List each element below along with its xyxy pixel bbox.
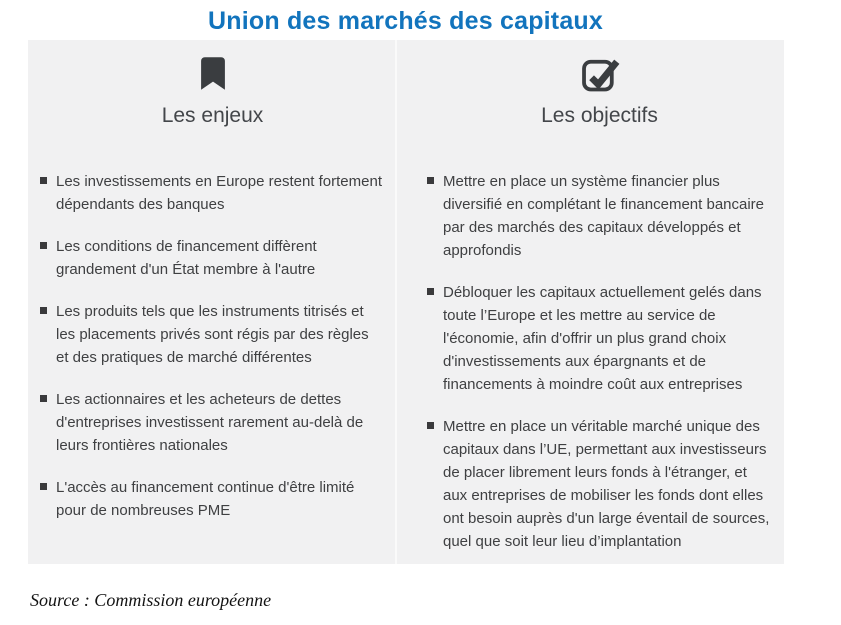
list-item	[427, 281, 772, 396]
list-item	[40, 235, 385, 281]
page-title: Union des marchés des capitaux	[207, 7, 604, 35]
list-item	[40, 170, 385, 216]
list-item-text: Les investissements en Europe restent fortement dépendants des banques	[56, 173, 383, 213]
list-item	[40, 300, 385, 369]
bookmark-icon	[196, 55, 230, 92]
list-item-text: L'accès au financement continue d'être limité pour de nombreuses PME	[56, 479, 355, 519]
column-objectifs	[397, 40, 784, 564]
list-item-text: Débloquer les capitaux actuellement gelés dans toute l’Europe et les mettre au service de l'économie, afin d'offrir un plus grand choix d'investissements aux épargnants et de financements à moindre coût aux entreprises	[443, 284, 762, 393]
list-item-text: Mettre en place un système financier plus diversifié en complétant le financement bancaire par des marchés des capitaux développés et approfondis	[443, 173, 765, 259]
list-item-text: Les conditions de financement diffèrent grandement d'un État membre à l'autre	[56, 238, 317, 278]
source-caption: Source : Commission européenne	[30, 590, 272, 610]
column-enjeux-heading: Les enjeux	[161, 104, 264, 127]
list-item	[40, 476, 385, 522]
bullet-square-icon	[427, 288, 434, 295]
bullet-square-icon	[40, 483, 47, 490]
bullet-square-icon	[427, 422, 434, 429]
column-objectifs-header	[427, 40, 772, 128]
list-item	[40, 388, 385, 457]
list-item	[427, 415, 772, 553]
list-item-text: Mettre en place un véritable marché unique des capitaux dans l’UE, permettant aux investisseurs de placer librement leurs fonds à l'étranger, et aux entreprises de mobiliser les fonds dont elles ont besoin auprès d'un large éventail de sources, quel que soit leur lieu d’implantation	[443, 418, 770, 550]
list-item-text: Les produits tels que les instruments titrisés et les placements privés sont régis par des règles et des pratiques de marché différentes	[56, 303, 369, 366]
column-enjeux-header	[40, 40, 385, 128]
bullet-square-icon	[40, 242, 47, 249]
bullet-square-icon	[40, 395, 47, 402]
bullet-square-icon	[427, 177, 434, 184]
list-item-text: Les actionnaires et les acheteurs de dettes d'entreprises investissent rarement au-delà de leurs frontières nationales	[56, 391, 364, 454]
enjeux-list	[40, 170, 385, 522]
checkbox-checked-icon	[578, 55, 622, 92]
column-enjeux	[28, 40, 395, 564]
list-item	[427, 170, 772, 262]
comparison-panel	[28, 40, 784, 564]
bullet-square-icon	[40, 307, 47, 314]
bullet-square-icon	[40, 177, 47, 184]
column-objectifs-heading: Les objectifs	[541, 104, 658, 127]
objectifs-list	[427, 170, 772, 553]
